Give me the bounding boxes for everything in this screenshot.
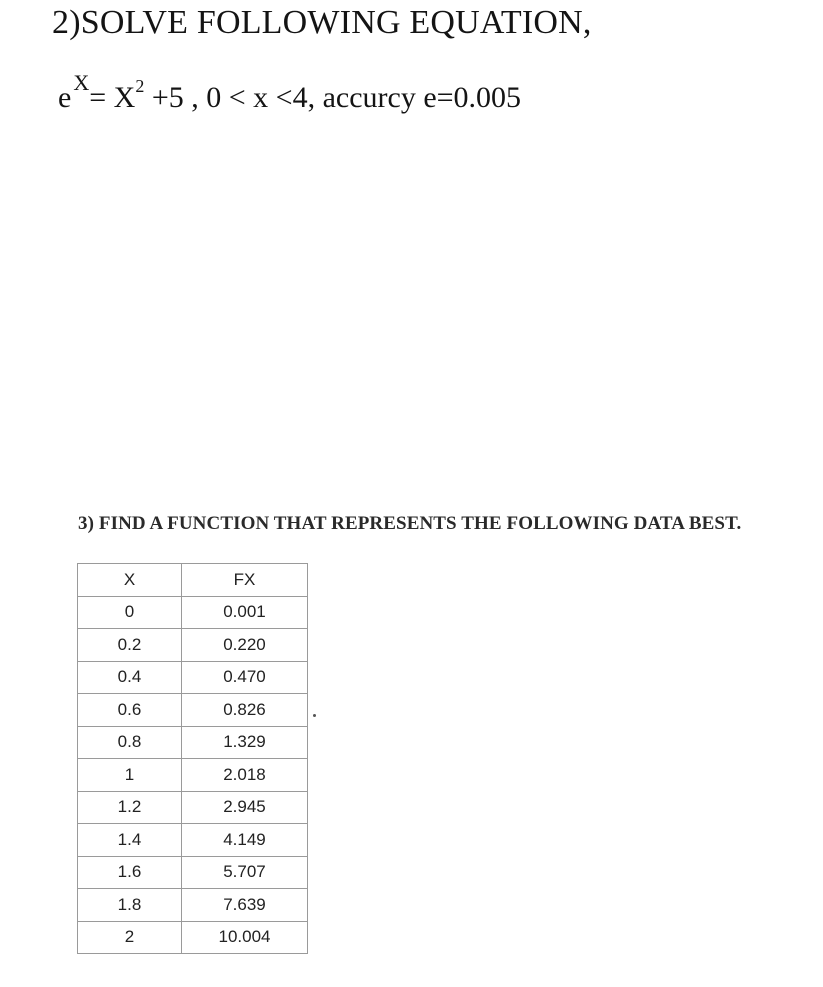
cell-x: 1.8 <box>78 889 182 922</box>
header-x: X <box>78 564 182 597</box>
cell-x: 1.6 <box>78 856 182 889</box>
cell-x: 0.8 <box>78 726 182 759</box>
cell-fx: 0.826 <box>182 694 308 727</box>
cell-x: 0.2 <box>78 629 182 662</box>
cell-x: 2 <box>78 921 182 954</box>
table-row <box>78 726 308 759</box>
equation-square: 2 <box>135 76 145 96</box>
table-row <box>78 759 308 792</box>
cell-fx: 2.945 <box>182 791 308 824</box>
table-row <box>78 889 308 922</box>
table-row <box>78 596 308 629</box>
cell-x: 1.2 <box>78 791 182 824</box>
table-header-row <box>78 564 308 597</box>
data-table <box>77 563 308 954</box>
table-row <box>78 661 308 694</box>
cell-fx: 2.018 <box>182 759 308 792</box>
equation-base: e <box>58 81 72 114</box>
question-3-title: 3) FIND A FUNCTION THAT REPRESENTS THE FOLLOWING DATA BEST. <box>78 513 742 534</box>
cell-x: 1.4 <box>78 824 182 857</box>
cell-x: 0.4 <box>78 661 182 694</box>
cell-fx: 10.004 <box>182 921 308 954</box>
cell-fx: 7.639 <box>182 889 308 922</box>
cell-x: 0 <box>78 596 182 629</box>
table-row <box>78 921 308 954</box>
table-row <box>78 856 308 889</box>
table-row <box>78 824 308 857</box>
table-row <box>78 791 308 824</box>
header-fx: FX <box>182 564 308 597</box>
cell-fx: 0.470 <box>182 661 308 694</box>
table-row <box>78 629 308 662</box>
table-row <box>78 694 308 727</box>
cell-x: 1 <box>78 759 182 792</box>
cell-fx: 1.329 <box>182 726 308 759</box>
cell-x: 0.6 <box>78 694 182 727</box>
cell-fx: 5.707 <box>182 856 308 889</box>
question-2-equation <box>58 70 522 115</box>
cell-fx: 4.149 <box>182 824 308 857</box>
cell-fx: 0.220 <box>182 629 308 662</box>
equation-exponent: X <box>73 70 90 95</box>
question-2-title: 2)SOLVE FOLLOWING EQUATION, <box>52 4 592 41</box>
equation-equals: = X <box>89 81 136 114</box>
stray-mark <box>313 714 316 717</box>
cell-fx: 0.001 <box>182 596 308 629</box>
equation-rest: +5 , 0 < x <4, accurcy e=0.005 <box>144 81 522 114</box>
